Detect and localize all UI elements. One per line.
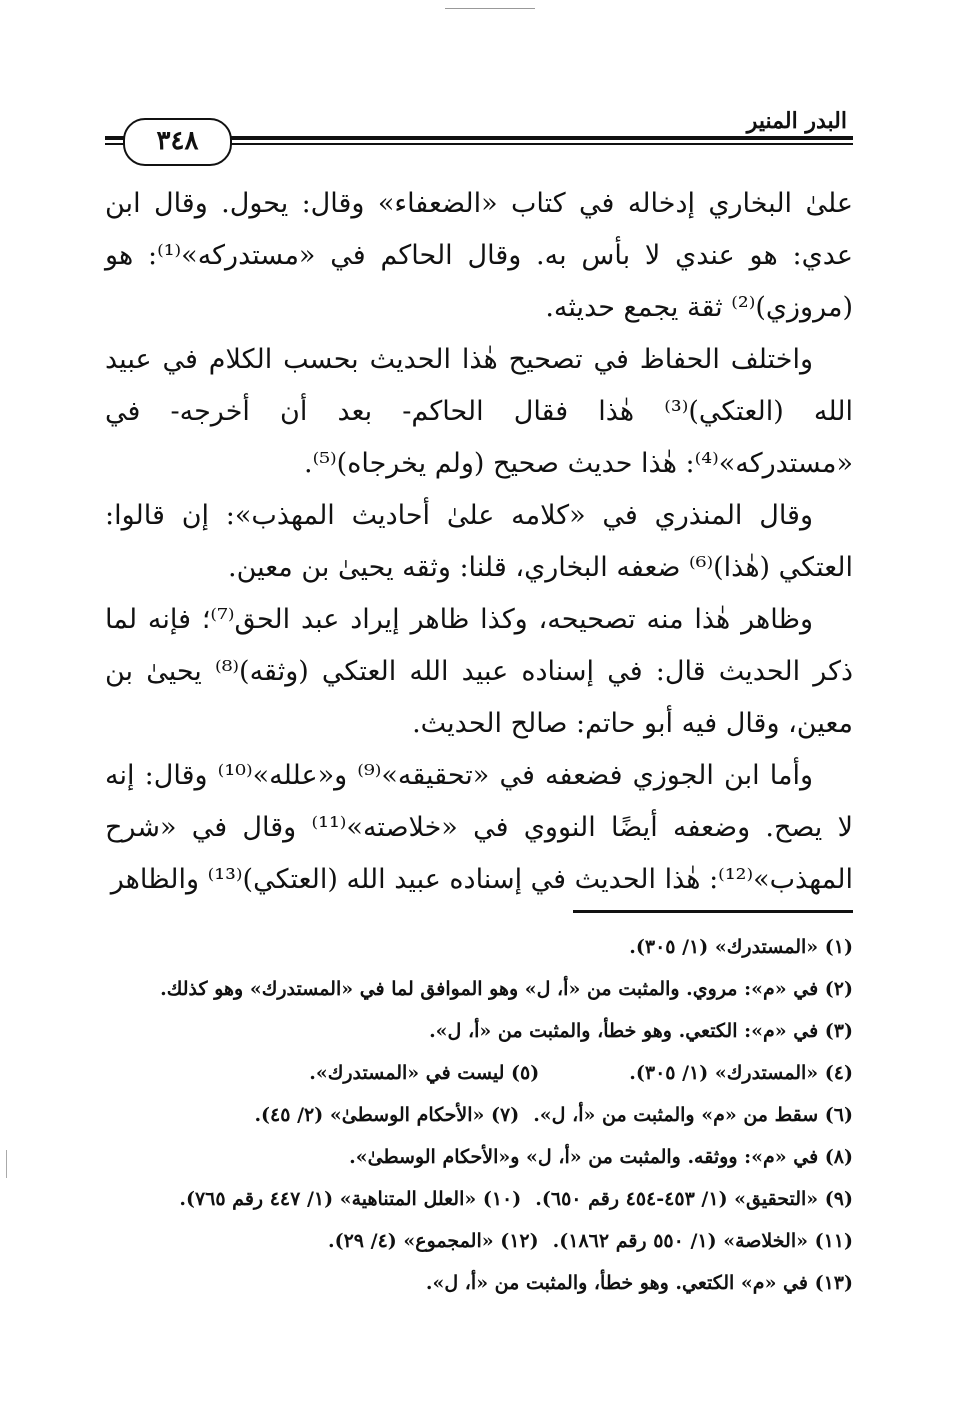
footnotes: [105, 926, 853, 1304]
footnote-13: (١٣) في «م» الكتعي. وهو خطأ، والمثبت من «أ، ل».: [425, 1272, 853, 1294]
footnote-8: (٨) في «م»: ووثقه. والمثبت من «أ، ل» و«الأحكام الوسطىٰ».: [349, 1146, 853, 1168]
paragraph-5: وأما ابن الجوزي فضعفه في «تحقيقه»⁽⁹⁾ و«علله»⁽¹⁰⁾ وقال: إنه لا يصح. وضعفه أيضًا النووي في «خلاصته»⁽¹¹⁾ وقال في «شرح المهذب»⁽¹²⁾: هٰذا الحديث في إسناده عبيد الله (العتكي)⁽¹³⁾ والظاهر: [105, 760, 853, 895]
footnote-4: (٤) «المستدرك» (١/ ٣٠٥).: [629, 1062, 853, 1084]
paragraph-1: علىٰ البخاري إدخاله في كتاب «الضعفاء» وقال: يحول. وقال ابن عدي: هو عندي لا بأس به. وقال الحاكم في «مستدركه»⁽¹⁾: هو (مروزي)⁽²⁾ ثقة يجمع حديثه.: [105, 188, 853, 323]
paragraph-3: وقال المنذري في «كلامه علىٰ أحاديث المهذب»: إن قالوا: العتكي (هٰذا)⁽⁶⁾ ضعفه البخاري، قلنا: وثقه يحيىٰ بن معين.: [105, 500, 853, 583]
footnote-5: (٥) ليست في «المستدرك».: [309, 1062, 540, 1084]
footnote-row-6-7: [105, 1094, 853, 1136]
top-rule: [445, 8, 535, 9]
footnote-1: (١) «المستدرك» (١/ ٣٠٥).: [629, 936, 853, 958]
footnote-row-11-12: [105, 1220, 853, 1262]
page-header: [105, 108, 853, 168]
page-number-badge: ٣٤٨: [123, 118, 232, 166]
footnote-7: (٧) «الأحكام الوسطىٰ» (٢/ ٤٥).: [254, 1104, 520, 1126]
footnote-2: (٢) في «م»: مروي. والمثبت من «أ، ل» وهو الموافق لما في «المستدرك» وهو كذلك.: [160, 978, 853, 1000]
paragraph-4: وظاهر هٰذا منه تصحيحه، وكذا ظاهر إيراد عبد الحق⁽⁷⁾؛ فإنه لما ذكر الحديث قال: في إسناده عبيد الله العتكي (وثقه)⁽⁸⁾ يحيىٰ بن معين، وقال فيه أبو حاتم: صالح الحديث.: [105, 604, 853, 739]
footnote-row-4-5: [105, 1052, 853, 1094]
footnote-11: (١١) «الخلاصة» (١/ ٥٥٠ رقم ١٨٦٢).: [552, 1230, 853, 1252]
footnote-10: (١٠) «العلل المتناهية» (١/ ٤٤٧ رقم ٧٦٥).: [179, 1188, 522, 1210]
footnote-12: (١٢) «المجموع» (٤/ ٢٩).: [327, 1230, 539, 1252]
running-title: البدر المنير: [746, 108, 847, 134]
footnote-9: (٩) «التحقيق» (١/ ٤٥٣-٤٥٤ رقم ٦٥٠).: [535, 1188, 853, 1210]
scan-edge-mark: [6, 1150, 7, 1178]
footnote-6: (٦) سقط من «م» والمثبت من «أ، ل».: [533, 1104, 853, 1126]
footnote-separator: [573, 910, 853, 913]
footnote-3: (٣) في «م»: الكتعي. وهو خطأ، والمثبت من «أ، ل».: [429, 1020, 853, 1042]
footnote-row-9-10: [105, 1178, 853, 1220]
main-text: [105, 178, 853, 906]
paragraph-2: واختلف الحفاظ في تصحيح هٰذا الحديث بحسب الكلام في عبيد الله (العتكي)⁽³⁾ هٰذا فقال الحاكم- بعد أن أخرجه- في «مستدركه»⁽⁴⁾: هٰذا حديث صحيح (ولم يخرجاه)⁽⁵⁾.: [105, 344, 853, 479]
